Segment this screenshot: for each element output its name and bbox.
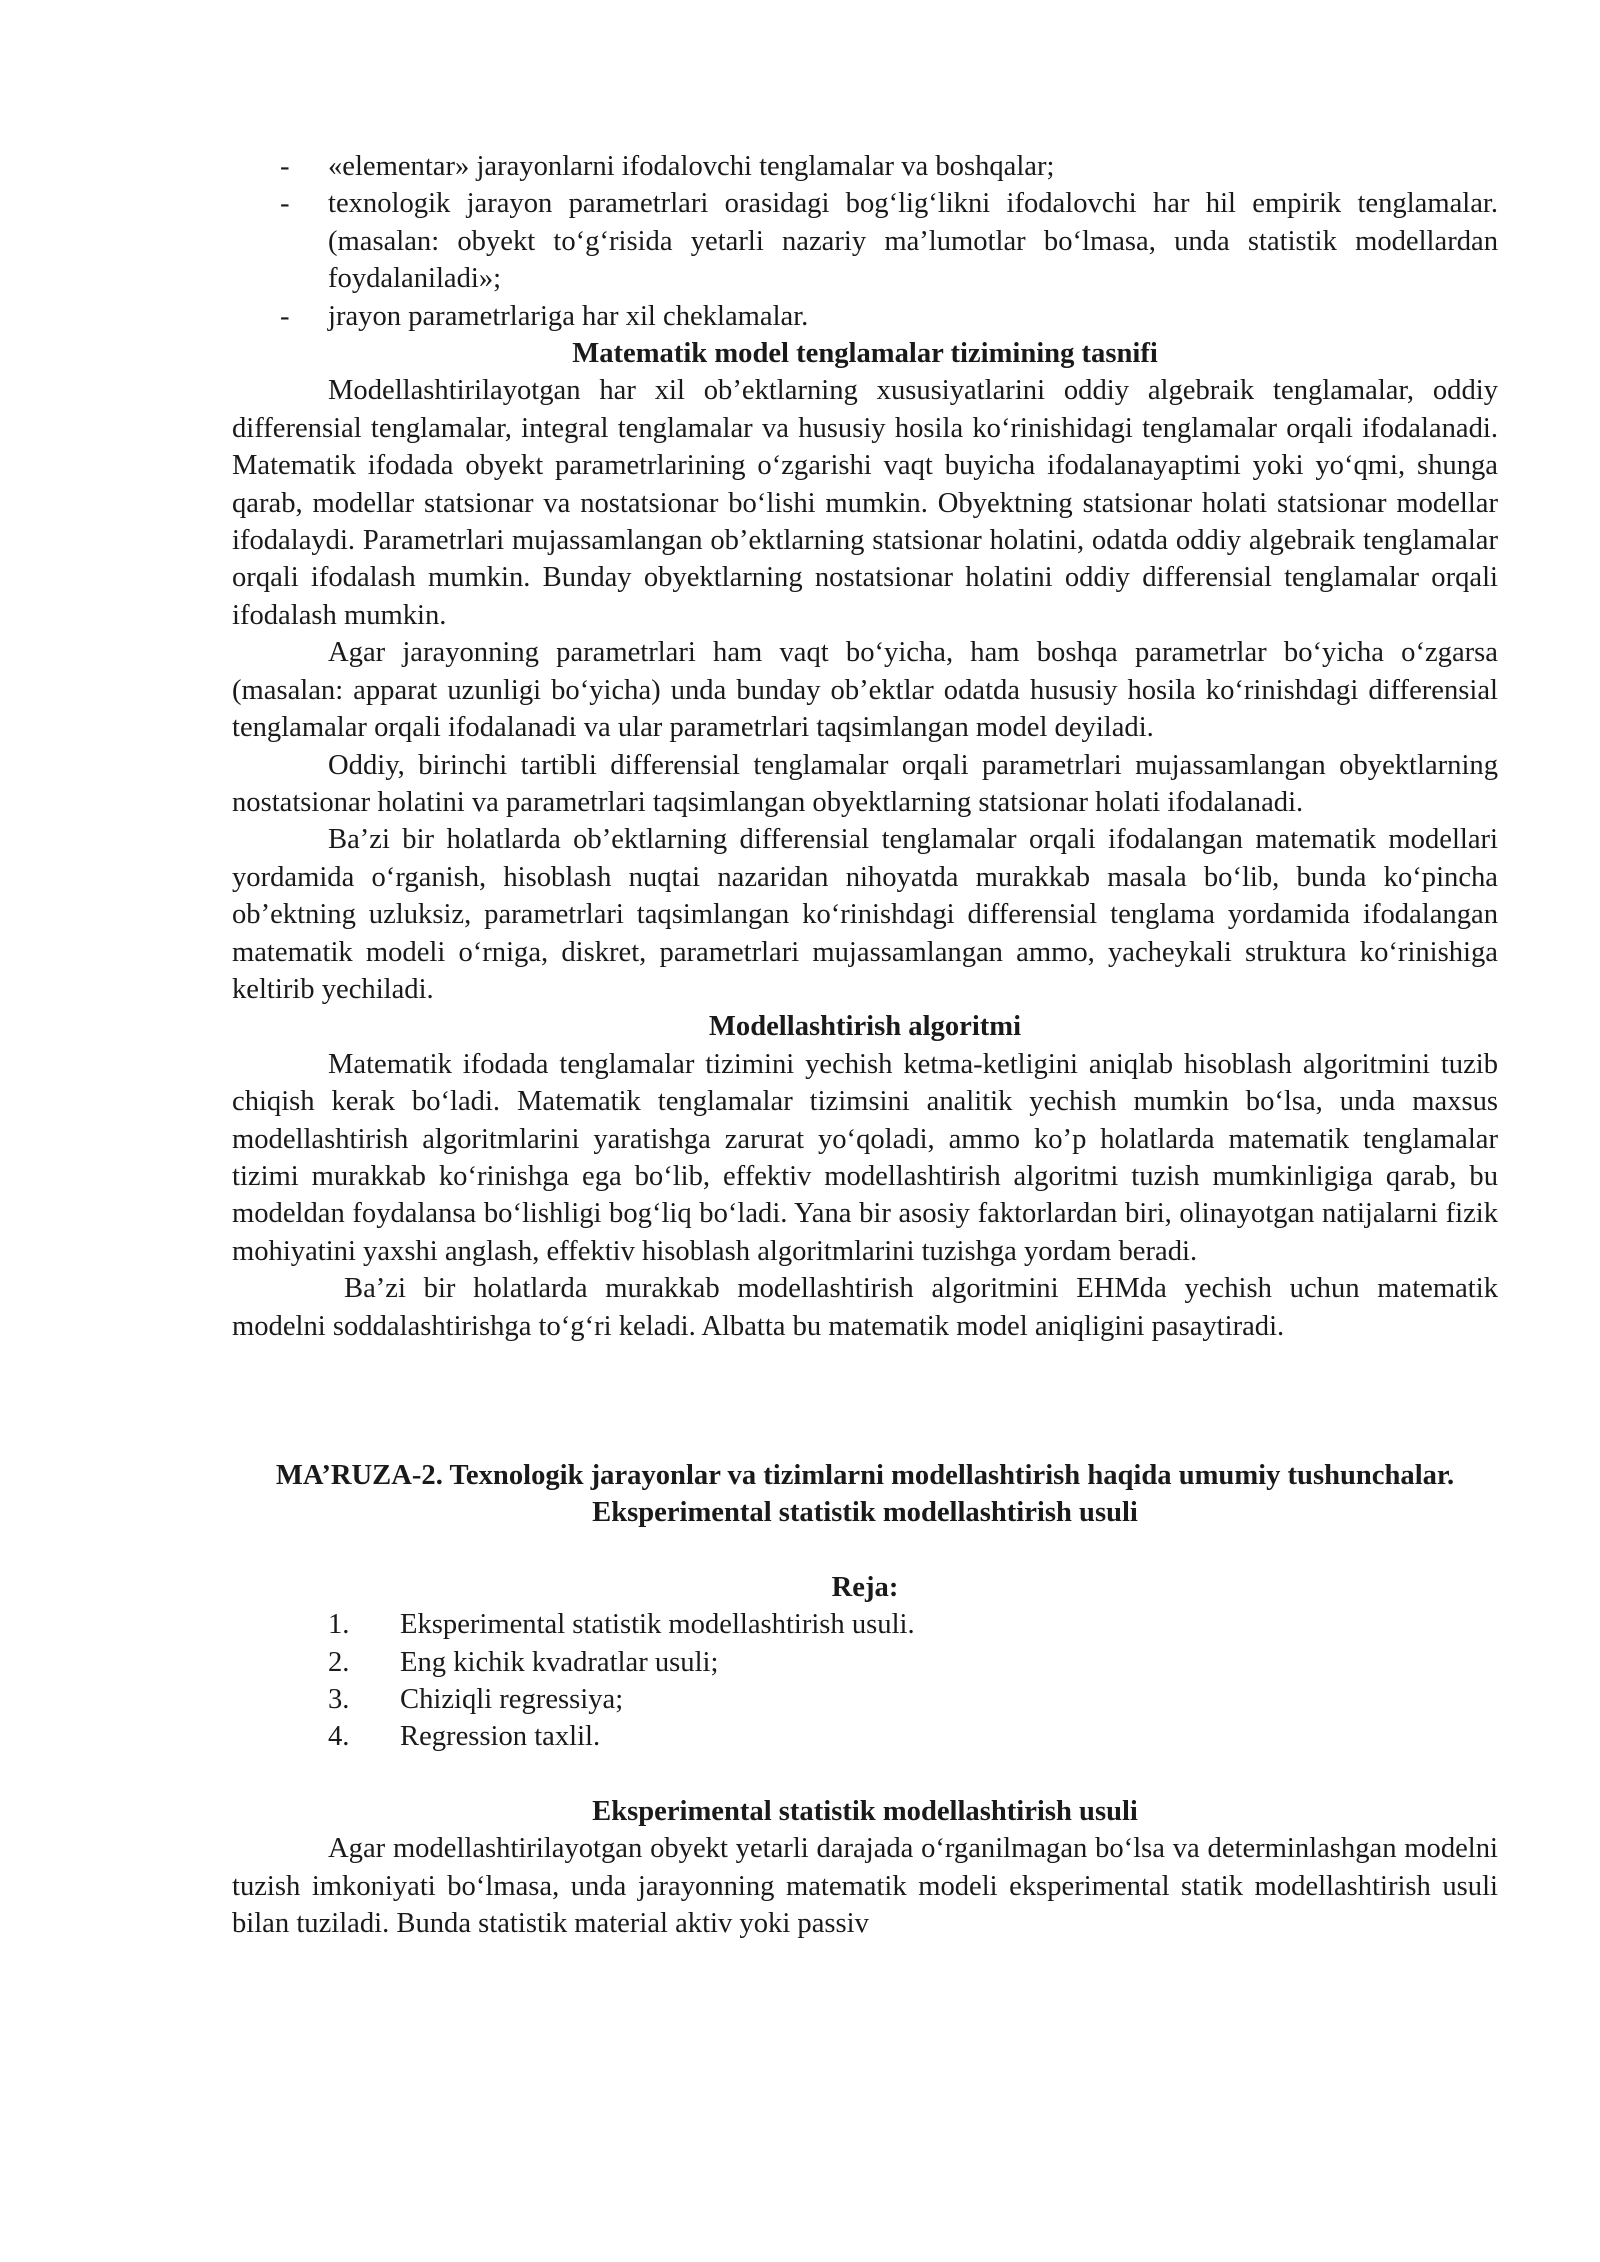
- list-item: [232, 298, 1498, 335]
- plan-item: [232, 1681, 1498, 1718]
- plan-item-text: Eksperimental statistik modellashtirish usuli.: [400, 1609, 915, 1641]
- plan-item-text: Regression taxlil.: [400, 1721, 601, 1753]
- document-page: [232, 148, 1498, 1942]
- plan-item-number: 3.: [328, 1684, 350, 1716]
- spacer: [232, 1756, 1498, 1793]
- top-bullet-list: [232, 148, 1498, 335]
- list-item: [232, 185, 1498, 297]
- plan-item-number: 2.: [328, 1646, 350, 1678]
- plan-heading: Reja:: [831, 1571, 899, 1603]
- section-heading-experimental-method: Eksperimental statistik modellashtirish usuli: [592, 1795, 1138, 1827]
- paragraph: Matematik ifodada tenglamalar tizimini yechish ketma-ketligini aniqlab hisoblash algoritmini tuzib chiqish kerak bo‘ladi. Matematik tenglamalar tizimsini analitik yechish mumkin bo‘lsa, unda maxsus modellashtirish algoritmlarini yaratishga zarurat yo‘qoladi, ammo ko’p holatlarda matematik tenglamalar tizimi murakkab ko‘rinishga ega bo‘lib, effektiv modellashtirish algoritmi tuzish mumkinligiga qarab, bu modeldan foydalansa bo‘lishligi bog‘liq bo‘ladi. Yana bir asosiy faktorlardan biri, olinayotgan natijalarni fizik mohiyatini yaxshi anglash, effektiv hisoblash algoritmlarini tuzishga yordam beradi.: [232, 1048, 1498, 1267]
- section-heading-model-classification: Matematik model tenglamalar tizimining tasnifi: [572, 338, 1158, 370]
- plan-item-text: Eng kichik kvadratlar usuli;: [400, 1646, 719, 1678]
- plan-item-number: 4.: [328, 1721, 350, 1753]
- paragraph: Ba’zi bir holatlarda murakkab modellashtirish algoritmini EHMda yechish uchun matematik modelni soddalashtirishga to‘g‘ri keladi. Albatta bu matematik model aniqligini pasaytiradi.: [232, 1273, 1498, 1342]
- plan-item-text: Chiziqli regressiya;: [400, 1684, 624, 1716]
- section-heading-modelling-algorithm: Modellashtirish algoritmi: [708, 1011, 1022, 1043]
- paragraph: Modellashtirilayotgan har xil ob’ektlarning xususiyatlarini oddiy algebraik tenglamalar, oddiy differensial tenglamalar, integral tenglamalar va hususiy hosila ko‘rinishidagi tenglamalar orqali ifodalanadi. Matematik ifodada obyekt parametrlarining o‘zgarishi vaqt buyicha ifodalanayaptimi yoki yo‘qmi, shunga qarab, modellar statsionar va nostatsionar bo‘lishi mumkin. Obyektning statsionar holati statsionar modellar ifodalaydi. Parametrlari mujassamlangan ob’ektlarning statsionar holatini, odatda oddiy algebraik tenglamalar orqali ifodalash mumkin. Bunday obyektlarning nostatsionar holatini oddiy differensial tenglamalar orqali ifodalash mumkin.: [232, 375, 1498, 631]
- paragraph: Oddiy, birinchi tartibli differensial tenglamalar orqali parametrlari mujassamlangan obyektlarning nostatsionar holatini va parametrlari taqsimlangan obyektlarning statsionar holati ifodalanadi.: [232, 749, 1498, 818]
- list-item-text: texnologik jarayon parametrlari orasidagi bog‘lig‘likni ifodalovchi har hil empirik tenglamalar. (masalan: obyekt to‘g‘risida yetarli nazariy ma’lumotlar bo‘lmasa, unda statistik modellardan foydalaniladi»;: [328, 188, 1498, 295]
- list-item-text: jrayon parametrlariga har xil cheklamalar.: [328, 300, 809, 332]
- list-item-text: «elementar» jarayonlarni ifodalovchi tenglamalar va boshqalar;: [328, 151, 1055, 182]
- paragraph: Ba’zi bir holatlarda ob’ektlarning differensial tenglamalar orqali ifodalangan matematik modellari yordamida o‘rganish, hisoblash nuqtai nazaridan nihoyatda murakkab masala bo‘lib, bunda ko‘pincha ob’ektning uzluksiz, parametrlari taqsimlangan ko‘rinishdagi differensial tenglama yordamida ifodalangan matematik modeli o‘rniga, diskret, parametrlari mujassamlangan ammo, yacheykali struktura ko‘rinishiga keltirib yechiladi.: [232, 824, 1498, 1005]
- spacer: [232, 1345, 1498, 1457]
- plan-item: [232, 1718, 1498, 1755]
- plan-item-number: 1.: [328, 1609, 350, 1641]
- list-dash: -: [280, 151, 290, 182]
- plan-item: [232, 1606, 1498, 1643]
- paragraph: Agar jarayonning parametrlari ham vaqt bo‘yicha, ham boshqa parametrlar bo‘yicha o‘zgarsa (masalan: apparat uzunligi bo‘yicha) unda bunday ob’ektlar odatda hususiy hosila ko‘rinishdagi differensial tenglamalar orqali ifodalanadi va ular parametrlari taqsimlangan model deyiladi.: [232, 637, 1498, 744]
- lecture-title: MA’RUZA-2. Texnologik jarayonlar va tizimlarni modellashtirish haqida umumiy tushunchalar. Eksperimental statistik modellashtirish usuli: [275, 1460, 1455, 1529]
- paragraph: Agar modellashtirilayotgan obyekt yetarli darajada o‘rganilmagan bo‘lsa va determinlashgan modelni tuzish imkoniyati bo‘lmasa, unda jarayonning matematik modeli eksperimental statik modellashtirish usuli bilan tuziladi. Bunda statistik material aktiv yoki passiv: [232, 1833, 1498, 1940]
- list-dash: -: [280, 188, 290, 220]
- plan-list: [232, 1606, 1498, 1756]
- plan-item: [232, 1644, 1498, 1681]
- spacer: [232, 1532, 1498, 1569]
- list-dash: -: [280, 300, 290, 332]
- list-item: [232, 148, 1498, 185]
